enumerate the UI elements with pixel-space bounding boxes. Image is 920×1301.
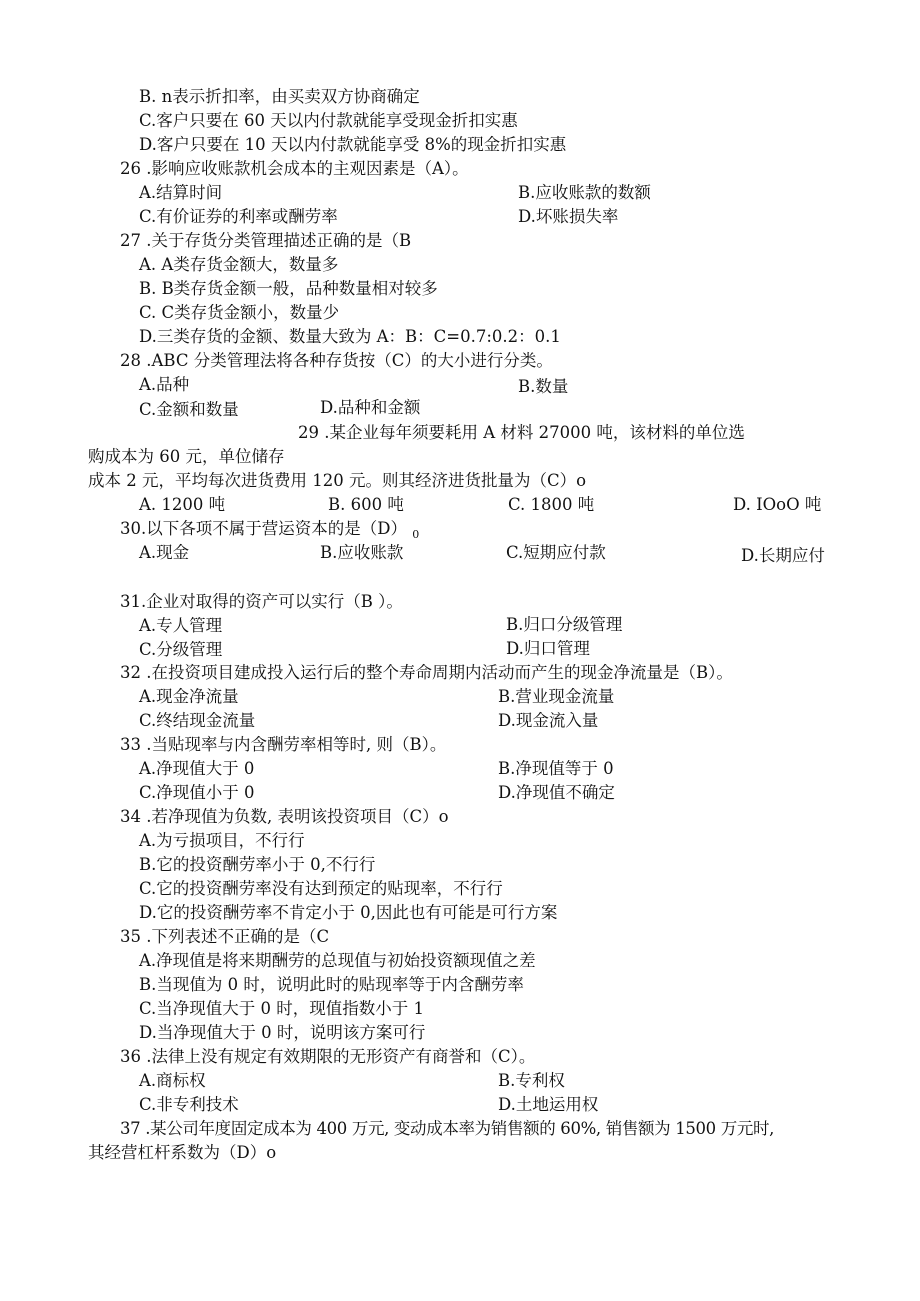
option-text: C.它的投资酬劳率没有达到预定的贴现率，不行行 — [139, 879, 503, 898]
option-text: A.专人管理 — [139, 616, 223, 635]
option-text: A.净现值大于 0 — [139, 759, 255, 778]
question-stem: 33 .当贴现率与内含酬劳率相等时, 则（B）。 — [120, 735, 447, 754]
question-stem-continued: 成本 2 元，平均每次进货费用 120 元。则其经济进货批量为（C）o — [88, 471, 587, 490]
option-text: B.应收账款 — [320, 543, 404, 562]
option-text: B.应收账款的数额 — [518, 183, 651, 202]
option-text: A.商标权 — [139, 1071, 206, 1090]
option-text: A.现金净流量 — [139, 687, 239, 706]
option-text: B.数量 — [518, 377, 569, 396]
option-text: D.三类存货的金额、数量大致为 A：B：C=0.7:0.2：0.1 — [139, 327, 561, 346]
option-text: D.品种和金额 — [320, 398, 421, 417]
option-text: D.现金流入量 — [498, 711, 599, 730]
option-text: C.有价证券的利率或酬劳率 — [139, 207, 338, 226]
option-text: C.当净现值大于 0 时，现值指数小于 1 — [139, 999, 425, 1018]
question-stem: 36 .法律上没有规定有效期限的无形资产有商誉和（C）。 — [120, 1047, 536, 1066]
option-text: B.归口分级管理 — [506, 615, 623, 634]
option-text: C. C类存货金额小，数量少 — [139, 303, 340, 322]
option-text: C.净现值小于 0 — [139, 783, 255, 802]
option-text: B.营业现金流量 — [498, 687, 615, 706]
question-stem: 37 .某公司年度固定成本为 400 万元, 变动成本率为销售额的 60%, 销售额为 1500 万元时, — [120, 1119, 775, 1138]
option-text: D.当净现值大于 0 时，说明该方案可行 — [139, 1023, 426, 1042]
option-text: A.净现值是将来期酬劳的总现值与初始投资额现值之差 — [139, 951, 536, 970]
question-stem-continued: 其经营杠杆系数为（D）o — [88, 1143, 277, 1162]
option-text: C.金额和数量 — [139, 400, 239, 419]
option-text: C.非专利技术 — [139, 1095, 239, 1114]
question-stem: 27 .关于存货分类管理描述正确的是（B — [120, 231, 412, 250]
option-text: D.长期应付 — [741, 546, 825, 565]
option-text: C.客户只要在 60 天以内付款就能享受现金折扣实惠 — [139, 111, 518, 130]
option-text: B.当现值为 0 时，说明此时的贴现率等于内含酬劳率 — [139, 975, 524, 994]
option-text: D.坏账损失率 — [518, 207, 619, 226]
question-stem: 32 .在投资项目建成投入运行后的整个寿命周期内活动而产生的现金净流量是（B）。 — [120, 663, 733, 682]
question-stem-text: 30.以下各项不属于营运资本的是（D） — [120, 519, 407, 538]
question-stem-continued: 购成本为 60 元，单位储存 — [88, 447, 285, 466]
option-text: A.品种 — [139, 375, 190, 394]
option-text: A.现金 — [139, 543, 190, 562]
option-text: C.分级管理 — [139, 640, 223, 659]
option-text: A.为亏损项目，不行行 — [139, 831, 305, 850]
option-text: C. 1800 吨 — [508, 495, 595, 514]
question-stem — [120, 519, 420, 541]
option-text: B.净现值等于 0 — [498, 759, 614, 778]
option-text: B. B类存货金额一般，品种数量相对较多 — [139, 279, 438, 298]
option-text: B. n表示折扣率，由买卖双方协商确定 — [139, 87, 420, 106]
question-stem: 35 .下列表述不正确的是（C — [120, 927, 330, 946]
option-text: C.终结现金流量 — [139, 711, 256, 730]
question-stem: 28 .ABC 分类管理法将各种存货按（C）的大小进行分类。 — [120, 351, 553, 370]
option-text: C.短期应付款 — [506, 543, 606, 562]
option-text: D.客户只要在 10 天以内付款就能享受 8%的现金折扣实惠 — [139, 135, 567, 154]
option-text: B. 600 吨 — [328, 495, 404, 514]
option-text: A. 1200 吨 — [139, 495, 226, 514]
question-stem: 29 .某企业每年须要耗用 A 材料 27000 吨，该材料的单位选 — [298, 423, 745, 442]
stem-tail-mark: 0 — [412, 528, 420, 541]
option-text: B.专利权 — [498, 1071, 565, 1090]
option-text: B.它的投资酬劳率小于 0,不行行 — [139, 855, 376, 874]
question-stem: 34 .若净现值为负数, 表明该投资项目（C）o — [120, 807, 449, 826]
option-text: D.它的投资酬劳率不肯定小于 0,因此也有可能是可行方案 — [139, 903, 558, 922]
question-stem: 31.企业对取得的资产可以实行（B ）。 — [120, 592, 403, 611]
option-text: D.净现值不确定 — [498, 783, 615, 802]
option-text: A.结算时间 — [139, 183, 223, 202]
option-text: D. IOoO 吨 — [733, 495, 822, 514]
option-text: D.归口管理 — [506, 639, 590, 658]
option-text: A. A类存货金额大，数量多 — [139, 255, 339, 274]
question-stem: 26 .影响应收账款机会成本的主观因素是（A）。 — [120, 159, 469, 178]
option-text: D.土地运用权 — [498, 1095, 599, 1114]
